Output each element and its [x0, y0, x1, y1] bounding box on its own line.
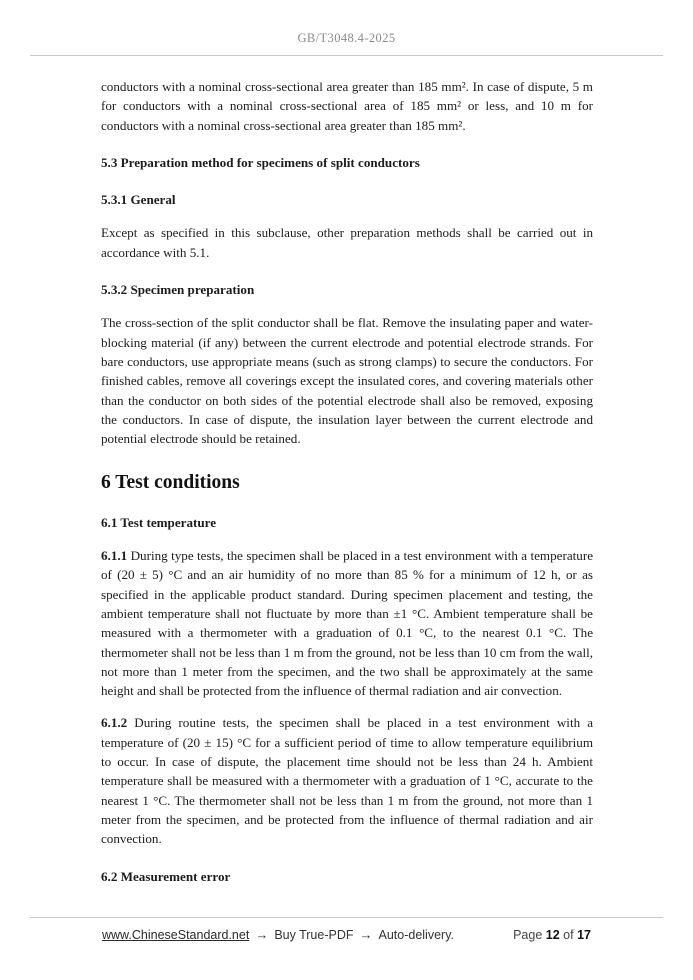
- arrow-right-icon: →: [359, 927, 373, 942]
- document-body: [0, 56, 693, 886]
- document-number: GB/T3048.4-2025: [297, 31, 396, 45]
- footer-tagline: [102, 927, 454, 942]
- arrow-right-icon: →: [255, 927, 269, 942]
- of-label: of: [563, 928, 574, 942]
- heading-6-2: 6.2 Measurement error: [101, 868, 231, 884]
- paragraph-conductors-continuation: conductors with a nominal cross-sectional area greater than 185 mm². In case of dispute, 5 m for conductors with a nominal cross-sectional area of 185 mm² or less, and 10 m for conductors with a nominal cross-sectional area greater than 185 mm².: [101, 79, 593, 133]
- page-indicator: [513, 928, 591, 942]
- page-label: Page: [513, 928, 543, 942]
- heading-6-1: 6.1 Test temperature: [101, 514, 217, 530]
- paragraph-6-1-1-text: During type tests, the specimen shall be placed in a test environment with a temperature of (20 ± 5) °C and an air humidity of no more than 85 % for a minimum of 12 h, or as specified in the applicable product standard. During specimen placement and testing, the ambient temperature shall not fluctuate by more than ±1 °C. Ambient temperature shall be measured with a thermometer with a graduation of 0.1 °C, to the nearest 0.1 °C. The thermometer shall not be less than 1 m from the ground, not be less than 10 cm from the wall, not more than 1 meter from the specimen, and the two shall be approximately at the same height and shall be protected from the influence of thermal radiation and air convection.: [101, 548, 593, 699]
- paragraph-5-3-2: The cross-section of the split conductor shall be flat. Remove the insulating paper and water-blocking material (if any) between the current electrode and potential electrode strands. For bare conductors, use appropriate means (such as strong clamps) to secure the conductors. For finished cables, remove all coverings except the insulated cores, and covering materials other than the conductor on both sides of the potential electrode shall also be removed, exposing the conductors. In case of dispute, the insulation layer between the current electrode and potential electrode should be retained.: [101, 315, 593, 447]
- clause-number-6-1-1: 6.1.1: [101, 548, 128, 564]
- footer-delivery-text: Auto-delivery.: [378, 928, 454, 942]
- paragraph-5-3-1: Except as specified in this subclause, other preparation methods shall be carried out in accordance with 5.1.: [101, 225, 593, 260]
- clause-number-6-1-2: 6.1.2: [101, 715, 128, 731]
- footer-buy-text: Buy True-PDF: [274, 928, 354, 942]
- heading-5-3-2: 5.3.2 Specimen preparation: [101, 282, 255, 298]
- heading-5-3: 5.3 Preparation method for specimens of split conductors: [101, 154, 420, 170]
- page-number: 12: [545, 928, 560, 942]
- paragraph-6-1-2-text: During routine tests, the specimen shall be placed in a test environment with a temperature of (20 ± 15) °C for a sufficient period of time to allow temperature equilibrium to occur. In case of dispute, the placement time should not be less than 24 h. Ambient temperature shall be measured with a thermometer with a graduation of 1 °C, accurate to the nearest 1 °C. The thermometer shall not be less than 1 m from the ground, not more than 1 meter from the specimen, and be protected from the influence of thermal radiation and air convection.: [101, 715, 594, 847]
- heading-6-test-conditions: 6 Test conditions: [101, 472, 240, 494]
- footer-website-link[interactable]: www.ChineseStandard.net: [102, 928, 250, 942]
- paragraph-6-1-1: [101, 546, 593, 700]
- page-header: [0, 0, 693, 56]
- page-footer: [30, 917, 663, 942]
- footer-row: [30, 918, 663, 942]
- heading-5-3-1: 5.3.1 General: [101, 192, 176, 208]
- paragraph-6-1-2: [101, 713, 593, 848]
- total-pages: 17: [577, 928, 591, 942]
